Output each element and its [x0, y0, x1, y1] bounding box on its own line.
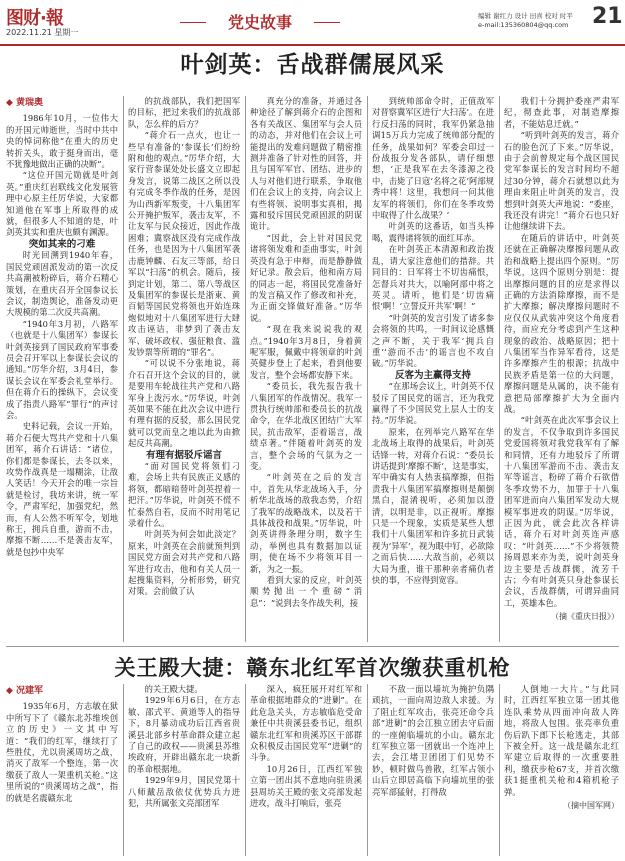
- paper-logo: 图财·報: [6, 8, 63, 29]
- column-divider: [499, 684, 500, 856]
- paragraph: 看到大家的反应，叶剑英顺势抛出一个重磅“消息”：“说到去冬作战失利，接: [250, 575, 362, 608]
- article1-source: （摘《重庆日报》）: [551, 612, 619, 622]
- article1-column-3: [250, 96, 362, 642]
- article2-column-2: [128, 684, 240, 856]
- article1-author: ◆ 黄瑞奥: [6, 98, 44, 108]
- paragraph: “委员长，我先报告我十八集团军的作战情况。我军一贯执行统帅部和委员长的抗战命令，在华北战区团结广大军民，抗击敌军，歪着谣言，战绩卓著。”伴随着叶剑英的发言，整个会场的气氛为之一变。: [250, 381, 362, 471]
- paragraph: “听到叶剑英的发言，蒋介石的脸色沉了下来。”厉华说，由于会前曾规定每个战区国民党军参谋长的发言时间均不超过30分钟，蒋介石就想以此为理由来阻止叶剑英的发言，没想到叶剑英大声地说：“委座，我还没有讲完！”蒋介石也只好让他继续讲下去。: [504, 130, 619, 232]
- column-divider: [123, 684, 124, 856]
- a1c4-body: [372, 96, 494, 370]
- article1-column-2: [128, 96, 240, 642]
- paragraph: 叶剑英的这番话，如当头棒喝，震得诸将领的面红耳赤。: [372, 221, 494, 243]
- paragraph: “叶剑英在之后的发言中，首先从华北战场入手，分析华北战场的敌我态势，介绍了我军的战略战术，以及若干具体战役和战果。”厉华说，叶剑英讲得条理分明，数字生动，举例也具有数据加以证明，使在场不少将领耳目一新，为之一振。: [250, 472, 362, 574]
- paragraph: 时光回溯到1940年春，国民党顽固派发动的第一次反共高潮被粉碎后，蒋介石精心策划，在重庆召开全国参议长会议，制造舆论，准备发动更大规模的第二次反共高潮。: [6, 250, 118, 318]
- page-number: 21: [592, 4, 623, 29]
- paragraph: 10月26日，江西红军独立第一团出其不意地向驻贵溪县周坊关王殿的张文亮部发起进攻，战斗打响后，张亮: [250, 763, 362, 809]
- paragraph: 1929年9月，国民党第十八师戴岳敌依仗优势兵力进犯，共所属张文亮部团军: [128, 775, 240, 809]
- article1-column-5: [504, 96, 619, 642]
- a2c4-body: [372, 684, 494, 798]
- article1-subhead-1: 突如其来的刁难: [28, 238, 96, 250]
- paragraph: 不敌一面以墙坑为掩护负隅顽抗，一面向周边敌人求援。为了阻止红军攻击，张亮还命令兵部“进剿”的会江独立团去守后面的一座俯临墙坑的小山。赣东北红军独立第一团就出一个连冲上去，会江堵卫团团丁们见势不妙，顿时做鸟兽散，红军占领小山后立即居高临下向墙坑里的张亮军部猛射，打得敌: [372, 684, 494, 797]
- paragraph: “可以说不分张地说，蒋介石召开这个会议的目的，就是要用车轮战往共产党和八路军身上泼污水。”厉华说，叶剑英如果不能在此次会议中进行有理有据的反驳，那么国民党就可以党而皇之地以此为由掀起反共高潮。: [128, 358, 240, 449]
- page-header: [0, 0, 625, 46]
- article1-column-4: [372, 96, 494, 642]
- paragraph: 叶剑英为何会如此淡定？原来，叶剑英在会前就预判到国民党方面会对共产党和八路军进行攻击，他和有关人员一起搜集资料，分析形势，研究对策。会前做了认: [128, 529, 240, 597]
- paragraph: “现在我来说说我的观点。”1940年3月8日，身着黄呢军服，佩戴中将领章的叶剑英健步登上了起来，看到他要发言，整个会场都安静下来。: [250, 324, 362, 380]
- paragraph: “这位开国元勋就是叶剑英。”重庆红岩联线文化发展管理中心原主任厉华说，大家都知道他在军事上所取得的成就，但很多人不知道的是，叶剑英其实和重庆也颇有渊源。: [6, 170, 118, 238]
- a2c5-body: [504, 684, 619, 798]
- email-line: e-mail:135360804@qq.com: [478, 21, 569, 29]
- article1-subhead-3: 反客为主赢得支持: [394, 369, 471, 381]
- a2c1-body: [6, 701, 118, 804]
- a1c4-body-2: [372, 381, 494, 586]
- article1-subhead-2: 有理有据驳斥谣言: [145, 449, 222, 461]
- article1-headline: 叶剑英：舌战群儒展风采: [180, 52, 445, 78]
- column-divider: [367, 96, 368, 642]
- a1c2-body: [128, 96, 240, 450]
- paragraph: “1940年3月初，八路军（也就是十八集团军）参谋长叶剑英接到了国民政府军事委员会召开军以上参谋长会议的通知。”厉华介绍，3月4日，参谋长会议在军委会礼堂举行。但在蒋介石的操纵下，会议变成了指责八路军“罪行”的声讨会。: [6, 318, 118, 420]
- a1c3-body: [250, 96, 362, 609]
- article2-column-3: [250, 684, 362, 856]
- paragraph: 深入，疯狂展开对红军和革命根据地群众的“进剿”。在此危急关头，方志敏临危受命兼任中共贵溪县委书记，组织赣东北红军和贵溪苏区干部群众积极反击国民党军“进剿”的斗争。: [250, 684, 362, 763]
- paragraph: 人倒地一大片。”与此同时，江西红军独立第一团其他连队乘势从四面冲向敌人阵地，将敌人包围。张亮率负重伤后趴下郎下长枪逃走，其部下被全歼。这一战是赣东北红军建立后取得的一次重要胜利，缴获步枪67支，并首次缴获1挺重机关枪和4箱机枪子弹。: [504, 684, 619, 797]
- paragraph: 的关王殿大捷。: [144, 684, 203, 694]
- paragraph: “叶剑英的发言引发了诸多参会将领的共鸣，一时间议论感慨之声不断，关于我军‘拥兵自重’‘游而不击’的谣言也不攻自破。”厉华说。: [372, 312, 494, 369]
- paragraph: 1929年6月6日，在方志敏、邵式平、黄道等人的指导下，8月暴动成功后江西省贵溪县北部乡村革命群众建立起了自己的政权——贵溪县苏维埃政府，开辟出赣东北一块新的革命根据地。: [128, 695, 240, 774]
- paragraph: 我们十分拥护委座严肃军纪，彻查此事，对制造摩擦者，不能姑息迁就。”: [504, 96, 619, 129]
- column-divider: [499, 96, 500, 642]
- article2-author: ◆ 况建军: [6, 686, 44, 696]
- paragraph: 到统帅部命令时，正值敌军对晋察冀军区进行‘大扫荡’。在进行反扫荡的同时，我军仍紧急抽调15万兵力完成了统帅部分配的任务，战果如何？军委会印过一份战报分发各部队，请仔细想想，‘正是我军在去冬漆源之役中，击毙了日寇‘名将之花’阿部规秀中将！这里，我想问一问其他友军的将领们，你们在冬季攻势中取得了什么战果？’: [372, 96, 494, 221]
- a1c1-body: [6, 113, 118, 238]
- a1c1-body-2: [6, 250, 118, 558]
- editor-credits: [478, 12, 598, 30]
- paragraph: 1986年10月，一位伟大的开国元帅逝世，当时中共中央的悼词称他“在重大的历史转折关头，敢于挺身而出，毫不犹豫地做出正确的决断”。: [6, 113, 118, 170]
- a1c5-body: [504, 96, 619, 609]
- paragraph: “在那场会议上，叶剑英不仅驳斥了国民党的谣言，还为我党赢得了不少国民党上层人士的支持。”厉华说。: [372, 381, 494, 426]
- paragraph: “蒋介石一点火，也让一些早有准备的‘参谋长’们纷纷附和他的观点。”厉华介绍，大家行营参谋处处长盛文立即起身发言，说第二战区之所以没有完成冬季作战的任务，是因为山西新军叛变，十八集团军公开掩护叛军，袭击友军，不让友军与民众接近，因此作战困难；冀察战区没有完成作战任务，也是因为十八集团军袭击鹿钟麟、石友三等部，给日军以“扫荡”的机会。随后，接到定计划，第二、第八等战区及集团军的参谋长是浙東、黄百韬等国民党将领也开始连珠炮似地对十八集团军进行大肆攻击诬诘，非梦到了袭击友军、破坏政权、强征粮食、滥发钞票等所谓的“罪名”。: [128, 130, 240, 357]
- paragraph: 1935年6月，方志敏在狱中所写下了《赣东北苏维埃创立的历史》一文其中写道：“我们的红军，继续打了些胜仗，尤以贵溪周坊之战，消灭了敌军一个整连，第一次缴获了敌人一架重机关枪。”这里所说的“贵溪周坊之战”，指的就是名震赣东北: [6, 701, 118, 803]
- article2-headline: 关王殿大捷：赣东北红军首次缴获重机枪: [114, 656, 511, 680]
- article2-source: （摘中国军网）: [563, 801, 619, 811]
- paragraph: 原来，在列举完八路军在华北战场上取得的战果后，叶剑英话锋一转，对蒋介石说：“委员长讲话提到‘摩擦不断’，这是事实，军中确实有人热衷搞摩擦，但指责我十八集团军搞摩擦则是颠倒黑白，混淆视听，必须加以澄清，以明是非，以正视听。摩擦只是一个现象，实质是某些人想我们十八集团军和许多抗日武装视为‘异军’，视为眼中钉，必欲除之而后快……大敌当前，必须以大局为重，谁干那种亲者痛仇者快的事，不应得到宽容。: [372, 426, 494, 586]
- article1-column-1: [6, 96, 118, 642]
- paragraph: 真充分的准备，并通过各种途径了解到蒋介石的企图和各有关战区、集团军与会人员的动态，并对他们在会议上可能提出的发难问题做了精密推测并准备了针对性的回答，并且与国军军官、团结、进步的人与对他们进行联系，争取他们在会议上的支持，向会议上有些将领、说明事实真相，揭露和驳斥国民党顽固派的阴谋诡计。: [250, 96, 362, 232]
- paragraph: 在随后的讲话中，叶剑英还就在正确解决摩擦问题从政治和战略上提出四个原则。“厉华说，这四个原则分别是：提出摩擦问题的目的应是求得以正确的方法消除摩擦，而不是扩大摩擦；解决摩擦问题时不应仅仅从武装冲突这个角度看待，而应充分考虑到产生这种现象的政治、战略原因；把十八集团军当作异军看待，这是许多摩擦产生的根源；抗战中民族矛盾是第一位的大问题，摩擦问题是从属的，决不能有意把局部摩擦扩大为全面内战。: [504, 232, 619, 414]
- editors-line: 编辑 谢红力 设计 田喜 校对 时平: [478, 12, 573, 20]
- column-divider: [245, 684, 246, 856]
- paragraph: 在叶剑英正本清源和政治拨乱，请大家注意他们的措辞。共同目的：日军将士不切齿痛恨，怎督兵对共大，以喻阿部中将之英灵。请听，他们是‘切齿痛恨’啊！‘立誓反开共军’啊！”: [372, 244, 494, 312]
- paragraph: 史料记载，会议一开始，蒋介石便大骂共产党和十八集团军，蒋介石讲话：“诸位，你们都是参谋长，去冬以来，攻势作战真是一塌糊涂，让敌人笑话！今天开会的唯一宗旨就是检讨，我坊来讲，统一军令，严肃军纪，加强党纪，然而，有人公然不听军令，划地称王，拥兵自重，游而不击，摩擦不断……不是袭击友军，就是包抄中央军: [6, 421, 118, 557]
- article2-column-1: [6, 684, 118, 856]
- column-divider: [367, 684, 368, 856]
- article2-column-5: [504, 684, 619, 856]
- a2c3-body: [250, 684, 362, 809]
- issue-date: 2022.11.21 星期一: [6, 28, 79, 37]
- article2-column-4: [372, 684, 494, 856]
- paragraph: “面对国民党将领们刁难，会场上共有民族正义感的将领，都暗暗替叶剑英捏着一把汗。”厉华说，叶剑英不慌不忙泰然自若，反而不时用笔记录着什么。: [128, 461, 240, 529]
- paragraph: “叶剑英在此次军事会议上的发言，不仅争取到许多国民党爱国将领对我党我军有了解和同情，还有力地驳斥了所谓十八集团军游而不击、袭击友军等谣言，粉碎了蒋介石欲借冬季攻势不力，加罪于十八集团军进而向八集团军发动大规模军事进攻的阴谋。”厉华说，正因为此，就会此次各样讲话，蒋介石对叶剑英连声感叹：“叶剑英……”不少将领赞扬周恩来亦为美，说叶剑英身边主要是舌战群儒，流芳千古；今有叶剑英只身赴参谋长会议，舌战群儒，可谓异曲同工，英雄本色。: [504, 415, 619, 608]
- column-divider: [123, 96, 124, 642]
- paragraph: 的抗战部队，我们把国军的目标，把过来我们的抗战部队，怎么样的后方？: [128, 96, 240, 129]
- a1c2-body-2: [128, 461, 240, 598]
- a2c2-body: [128, 684, 240, 809]
- column-divider: [245, 96, 246, 642]
- section-title: 党史故事: [190, 10, 330, 34]
- article-divider: [6, 646, 619, 647]
- paragraph: “因此，会上针对国民党诸将领发难和歪曲事实，叶剑英没有急于申辩，而是静静做好记录。散会后，他和南方局的同志一起，将国民党准备好的发言稿又作了修改和补充，为正面交锋做好准备。”厉华说。: [250, 232, 362, 323]
